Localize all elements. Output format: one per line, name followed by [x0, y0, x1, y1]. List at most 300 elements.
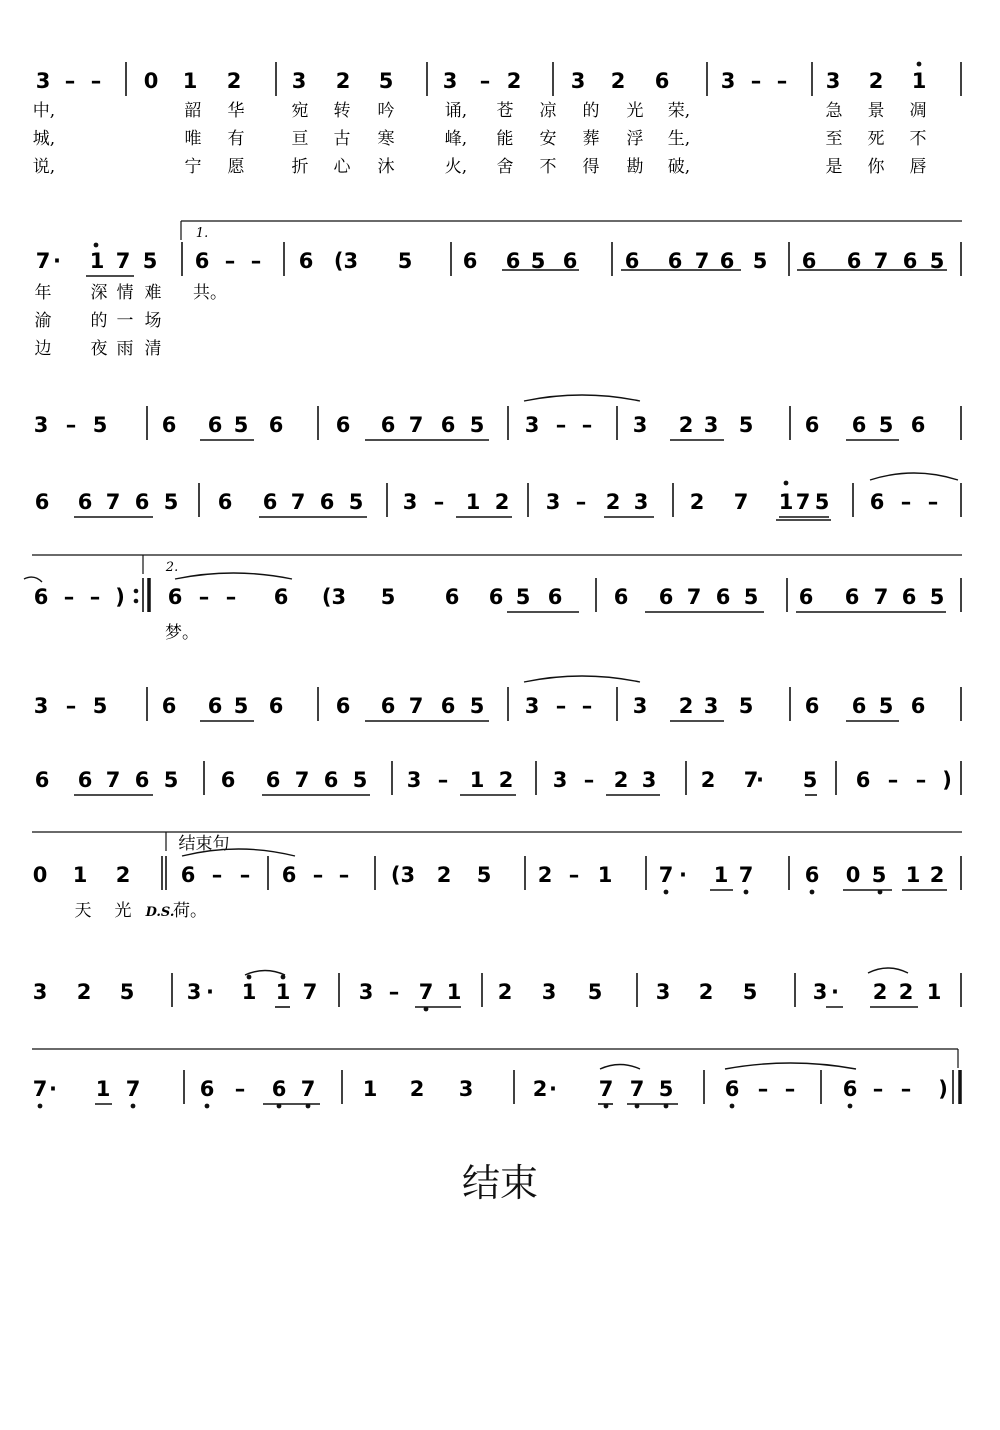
tie-slur — [175, 573, 292, 579]
lyric-char: 有 — [227, 129, 245, 149]
note: – — [757, 1077, 769, 1101]
note: 2 — [409, 1077, 425, 1101]
octave-dot — [277, 1104, 282, 1109]
lyric-char: 能 — [496, 129, 514, 149]
note: 3 — [291, 69, 307, 93]
note: 1 — [905, 863, 921, 887]
octave-dot — [94, 243, 99, 248]
lyric-char: 愿 — [227, 157, 245, 177]
lyric-char: 宁 — [184, 157, 202, 177]
note: (3 — [390, 863, 416, 887]
note: 6 — [855, 768, 871, 792]
lyric-char: 峰, — [444, 129, 468, 149]
note: – — [211, 863, 223, 887]
note: · — [549, 1077, 557, 1101]
note: 5 — [233, 694, 249, 718]
note: 5 — [163, 768, 179, 792]
note: 7 — [694, 249, 710, 273]
note: 6 — [444, 585, 460, 609]
tie-slur — [600, 1065, 640, 1070]
note: 3 — [552, 768, 568, 792]
lyric-char: 是 — [825, 157, 843, 177]
lyric-char: 转 — [333, 101, 351, 121]
note: · — [49, 1077, 57, 1101]
note: 6 — [804, 863, 820, 887]
octave-dot — [131, 1104, 136, 1109]
note: · — [679, 863, 687, 887]
note: – — [887, 768, 899, 792]
lyric-char: 难 — [144, 283, 162, 303]
note: – — [581, 694, 593, 718]
note: 7 — [658, 863, 674, 887]
note: 7 — [795, 490, 811, 514]
note: 1 — [597, 863, 613, 887]
note: 7 — [125, 1077, 141, 1101]
note: 2 — [929, 863, 945, 887]
note: 6 — [380, 413, 396, 437]
note: – — [224, 249, 236, 273]
dal-segno-label: D.S. — [145, 905, 175, 920]
lyric-char: 你 — [867, 157, 885, 177]
note: 7 — [35, 249, 51, 273]
note: – — [479, 69, 491, 93]
note: 7 — [743, 768, 759, 792]
lyric-char: 雨 — [116, 339, 134, 359]
note: 1 — [713, 863, 729, 887]
note: 2 — [76, 980, 92, 1004]
note: 2 — [610, 69, 626, 93]
note: 7 — [105, 768, 121, 792]
note: 5 — [743, 585, 759, 609]
note: – — [198, 585, 210, 609]
note: 7 — [873, 585, 889, 609]
note: 6 — [298, 249, 314, 273]
note: 6 — [77, 768, 93, 792]
note: 0 — [845, 863, 861, 887]
note: 6 — [271, 1077, 287, 1101]
note: 7 — [300, 1077, 316, 1101]
note: 6 — [440, 413, 456, 437]
note: 2 — [698, 980, 714, 1004]
note: 5 — [397, 249, 413, 273]
lyric-char: 荣, — [667, 101, 691, 121]
lyric-char: 宛 — [291, 101, 309, 121]
lyric-char: 凋 — [909, 101, 927, 121]
note: 6 — [488, 585, 504, 609]
octave-dot — [730, 1104, 735, 1109]
lyric-char: 中, — [32, 101, 56, 121]
note: 2 — [537, 863, 553, 887]
end-title: 结束 — [461, 1161, 538, 1205]
octave-dot — [744, 890, 749, 895]
lyric-char: 边 — [34, 339, 52, 359]
note: 5 — [742, 980, 758, 1004]
lyric-char: 场 — [144, 311, 162, 331]
note: – — [927, 490, 939, 514]
note: 7 — [32, 1077, 48, 1101]
note: 5 — [929, 585, 945, 609]
octave-dot — [38, 1104, 43, 1109]
note: – — [312, 863, 324, 887]
note: 6 — [844, 585, 860, 609]
note: 6 — [268, 413, 284, 437]
octave-dot — [878, 890, 883, 895]
note: ) — [938, 1077, 948, 1101]
lyric-char: 荷。 — [173, 901, 207, 921]
note: 0 — [32, 863, 48, 887]
tie-slur — [524, 676, 640, 682]
lyric-char: 年 — [34, 283, 52, 303]
note: 1 — [465, 490, 481, 514]
note: 6 — [901, 585, 917, 609]
note: 6 — [194, 249, 210, 273]
note: 6 — [547, 585, 563, 609]
lyric-char: 沐 — [377, 157, 395, 177]
note: 3 — [524, 694, 540, 718]
note: 6 — [902, 249, 918, 273]
octave-dot — [664, 1104, 669, 1109]
note: · — [206, 980, 214, 1004]
note: 7 — [738, 863, 754, 887]
note: – — [900, 490, 912, 514]
note: – — [65, 694, 77, 718]
note: 1 — [72, 863, 88, 887]
note: 6 — [869, 490, 885, 514]
note: 6 — [801, 249, 817, 273]
note: 2 — [700, 768, 716, 792]
note: 6 — [323, 768, 339, 792]
octave-dot — [784, 481, 789, 486]
note: 2 — [898, 980, 914, 1004]
note: 3 — [33, 413, 49, 437]
tie-slur — [524, 395, 640, 401]
note: 7 — [302, 980, 318, 1004]
note: – — [250, 249, 262, 273]
note: 6 — [658, 585, 674, 609]
lyric-char: 不 — [909, 129, 927, 149]
lyric-char: 华 — [227, 101, 245, 121]
note: 3 — [633, 490, 649, 514]
note: 6 — [161, 694, 177, 718]
note: 6 — [180, 863, 196, 887]
note: 3 — [524, 413, 540, 437]
note: 6 — [804, 413, 820, 437]
note: 3 — [720, 69, 736, 93]
note: 6 — [335, 694, 351, 718]
lyric-char: 亘 — [291, 129, 309, 149]
note: 7 — [733, 490, 749, 514]
note: 6 — [851, 413, 867, 437]
lyric-char: 安 — [539, 129, 557, 149]
note: 7 — [408, 694, 424, 718]
note: 2 — [613, 768, 629, 792]
lyric-char: 生, — [667, 129, 691, 149]
lyric-char: 破, — [667, 157, 691, 177]
note: 2 — [226, 69, 242, 93]
note: 6 — [217, 490, 233, 514]
lyric-char: 葬 — [582, 129, 600, 149]
note: – — [388, 980, 400, 1004]
note: 5 — [802, 768, 818, 792]
octave-dot — [917, 62, 922, 67]
note: 6 — [505, 249, 521, 273]
octave-dot — [205, 1104, 210, 1109]
note: 5 — [142, 249, 158, 273]
lyric-char: 光 — [114, 901, 132, 921]
lyric-char: 至 — [825, 129, 843, 149]
lyric-char: 天 — [74, 901, 92, 921]
tie-slur — [868, 968, 908, 973]
note: – — [568, 863, 580, 887]
note: 7 — [418, 980, 434, 1004]
note: 2 — [497, 980, 513, 1004]
repeat-dot — [134, 589, 139, 594]
note: – — [555, 413, 567, 437]
note: 0 — [143, 69, 159, 93]
note: 3 — [458, 1077, 474, 1101]
note: 3 — [703, 413, 719, 437]
note: 6 — [798, 585, 814, 609]
note: 5 — [476, 863, 492, 887]
note: – — [234, 1077, 246, 1101]
note: 6 — [715, 585, 731, 609]
note: 5 — [515, 585, 531, 609]
note: 5 — [929, 249, 945, 273]
note: 5 — [530, 249, 546, 273]
note: 7 — [629, 1077, 645, 1101]
note: 5 — [352, 768, 368, 792]
lyric-char: 不 — [539, 157, 557, 177]
note: 5 — [163, 490, 179, 514]
octave-dot — [247, 975, 252, 980]
lyric-char: 勘 — [626, 157, 644, 177]
note: – — [433, 490, 445, 514]
note: 6 — [134, 490, 150, 514]
note: – — [225, 585, 237, 609]
lyric-char: 夜 — [90, 339, 108, 359]
note: 1 — [778, 490, 794, 514]
note: – — [784, 1077, 796, 1101]
note: 2 — [335, 69, 351, 93]
lyric-char: 折 — [291, 157, 309, 177]
volta-2-label: 2. — [165, 560, 179, 575]
note: 3 — [406, 768, 422, 792]
note: 7 — [290, 490, 306, 514]
octave-dot — [306, 1104, 311, 1109]
octave-dot — [810, 890, 815, 895]
note: 3 — [32, 980, 48, 1004]
note: 6 — [265, 768, 281, 792]
note: 2 — [678, 413, 694, 437]
note: 7 — [408, 413, 424, 437]
note: 3 — [703, 694, 719, 718]
note: 3 — [541, 980, 557, 1004]
note: 6 — [220, 768, 236, 792]
note: – — [581, 413, 593, 437]
note: – — [65, 413, 77, 437]
note: 6 — [207, 413, 223, 437]
note: 7 — [873, 249, 889, 273]
note: 6 — [462, 249, 478, 273]
note: 1 — [446, 980, 462, 1004]
lyric-char: 光 — [626, 101, 644, 121]
note: – — [750, 69, 762, 93]
tie-slur — [725, 1063, 856, 1069]
note: 1 — [89, 249, 105, 273]
note: 5 — [469, 413, 485, 437]
lyric-char: 韶 — [184, 101, 202, 121]
note: 1 — [241, 980, 257, 1004]
note: 3 — [812, 980, 828, 1004]
note: 2 — [872, 980, 888, 1004]
note: 3 — [186, 980, 202, 1004]
note: 5 — [233, 413, 249, 437]
note: 6 — [624, 249, 640, 273]
note: – — [63, 585, 75, 609]
note: 6 — [281, 863, 297, 887]
lyric-char: 急 — [825, 101, 843, 121]
note: 6 — [199, 1077, 215, 1101]
note: 3 — [33, 694, 49, 718]
lyric-char: 古 — [333, 129, 351, 149]
note: 6 — [262, 490, 278, 514]
note: ) — [115, 585, 125, 609]
note: 3 — [655, 980, 671, 1004]
note: 6 — [851, 694, 867, 718]
note: 5 — [378, 69, 394, 93]
note: – — [90, 69, 102, 93]
lyric-char: 火, — [444, 157, 468, 177]
lyric-char: 梦。 — [165, 623, 199, 643]
note: 1 — [911, 69, 927, 93]
lyric-char: 心 — [333, 157, 351, 177]
note: 1 — [182, 69, 198, 93]
note: 6 — [134, 768, 150, 792]
score-barlines — [126, 62, 961, 1104]
note: 6 — [613, 585, 629, 609]
note: 6 — [667, 249, 683, 273]
note: 2 — [868, 69, 884, 93]
note: · — [756, 768, 764, 792]
note: 5 — [380, 585, 396, 609]
note: 1 — [926, 980, 942, 1004]
octave-dot — [424, 1007, 429, 1012]
lyric-char: 凉 — [539, 101, 557, 121]
note: 6 — [34, 768, 50, 792]
repeat-dot — [134, 599, 139, 604]
note: (3 — [321, 585, 347, 609]
lyric-char: 唇 — [909, 157, 927, 177]
note: 5 — [92, 694, 108, 718]
note: 6 — [910, 413, 926, 437]
lyric-char: 景 — [867, 101, 885, 121]
note: 2 — [498, 768, 514, 792]
note: 6 — [207, 694, 223, 718]
note: – — [915, 768, 927, 792]
note: ) — [942, 768, 952, 792]
lyric-char: 唯 — [184, 129, 202, 149]
volta-1-label: 1. — [195, 226, 209, 241]
note: – — [64, 69, 76, 93]
note: 3 — [570, 69, 586, 93]
note: 7 — [105, 490, 121, 514]
note: 2 — [605, 490, 621, 514]
note: 6 — [33, 585, 49, 609]
lyric-char: 情 — [116, 283, 134, 303]
lyric-char: 共。 — [193, 283, 227, 303]
note: 5 — [878, 413, 894, 437]
tie-continuation — [24, 577, 42, 582]
lyric-char: 的 — [582, 101, 600, 121]
note: 6 — [846, 249, 862, 273]
note: 6 — [161, 413, 177, 437]
note: 5 — [119, 980, 135, 1004]
note: 6 — [654, 69, 670, 93]
note: 6 — [380, 694, 396, 718]
note: 1 — [469, 768, 485, 792]
note: – — [555, 694, 567, 718]
note: · — [53, 249, 61, 273]
lyric-char: 舍 — [496, 157, 514, 177]
lyric-char: 清 — [144, 339, 162, 359]
note: 3 — [632, 694, 648, 718]
note: – — [776, 69, 788, 93]
note: 2 — [436, 863, 452, 887]
note: 3 — [442, 69, 458, 93]
note: 1 — [362, 1077, 378, 1101]
note: 6 — [319, 490, 335, 514]
note: 3 — [632, 413, 648, 437]
octave-dot — [848, 1104, 853, 1109]
note: 3 — [641, 768, 657, 792]
note: – — [239, 863, 251, 887]
note: – — [89, 585, 101, 609]
lyric-char: 苍 — [496, 101, 514, 121]
note: 7 — [115, 249, 131, 273]
note: 5 — [814, 490, 830, 514]
note: 7 — [686, 585, 702, 609]
note: 5 — [92, 413, 108, 437]
note: 5 — [658, 1077, 674, 1101]
tie-slur — [245, 971, 285, 976]
note: 5 — [752, 249, 768, 273]
note: 6 — [724, 1077, 740, 1101]
lyric-char: 得 — [582, 157, 600, 177]
coda-label: 结束句 — [178, 834, 230, 854]
note: – — [338, 863, 350, 887]
note: 3 — [825, 69, 841, 93]
note: 7 — [598, 1077, 614, 1101]
lyric-char: 一 — [116, 311, 134, 331]
note: 6 — [719, 249, 735, 273]
octave-dot — [664, 890, 669, 895]
note: 6 — [167, 585, 183, 609]
note: 5 — [348, 490, 364, 514]
lyric-char: 吟 — [377, 101, 395, 121]
note: 2 — [506, 69, 522, 93]
lyric-char: 说, — [32, 157, 56, 177]
note: 2 — [689, 490, 705, 514]
lyric-char: 死 — [867, 129, 885, 149]
lyric-char: 寒 — [377, 129, 395, 149]
note: 6 — [910, 694, 926, 718]
note: 2 — [494, 490, 510, 514]
note: 6 — [273, 585, 289, 609]
note: 5 — [469, 694, 485, 718]
note: 3 — [358, 980, 374, 1004]
note: · — [831, 980, 839, 1004]
note: 6 — [268, 694, 284, 718]
